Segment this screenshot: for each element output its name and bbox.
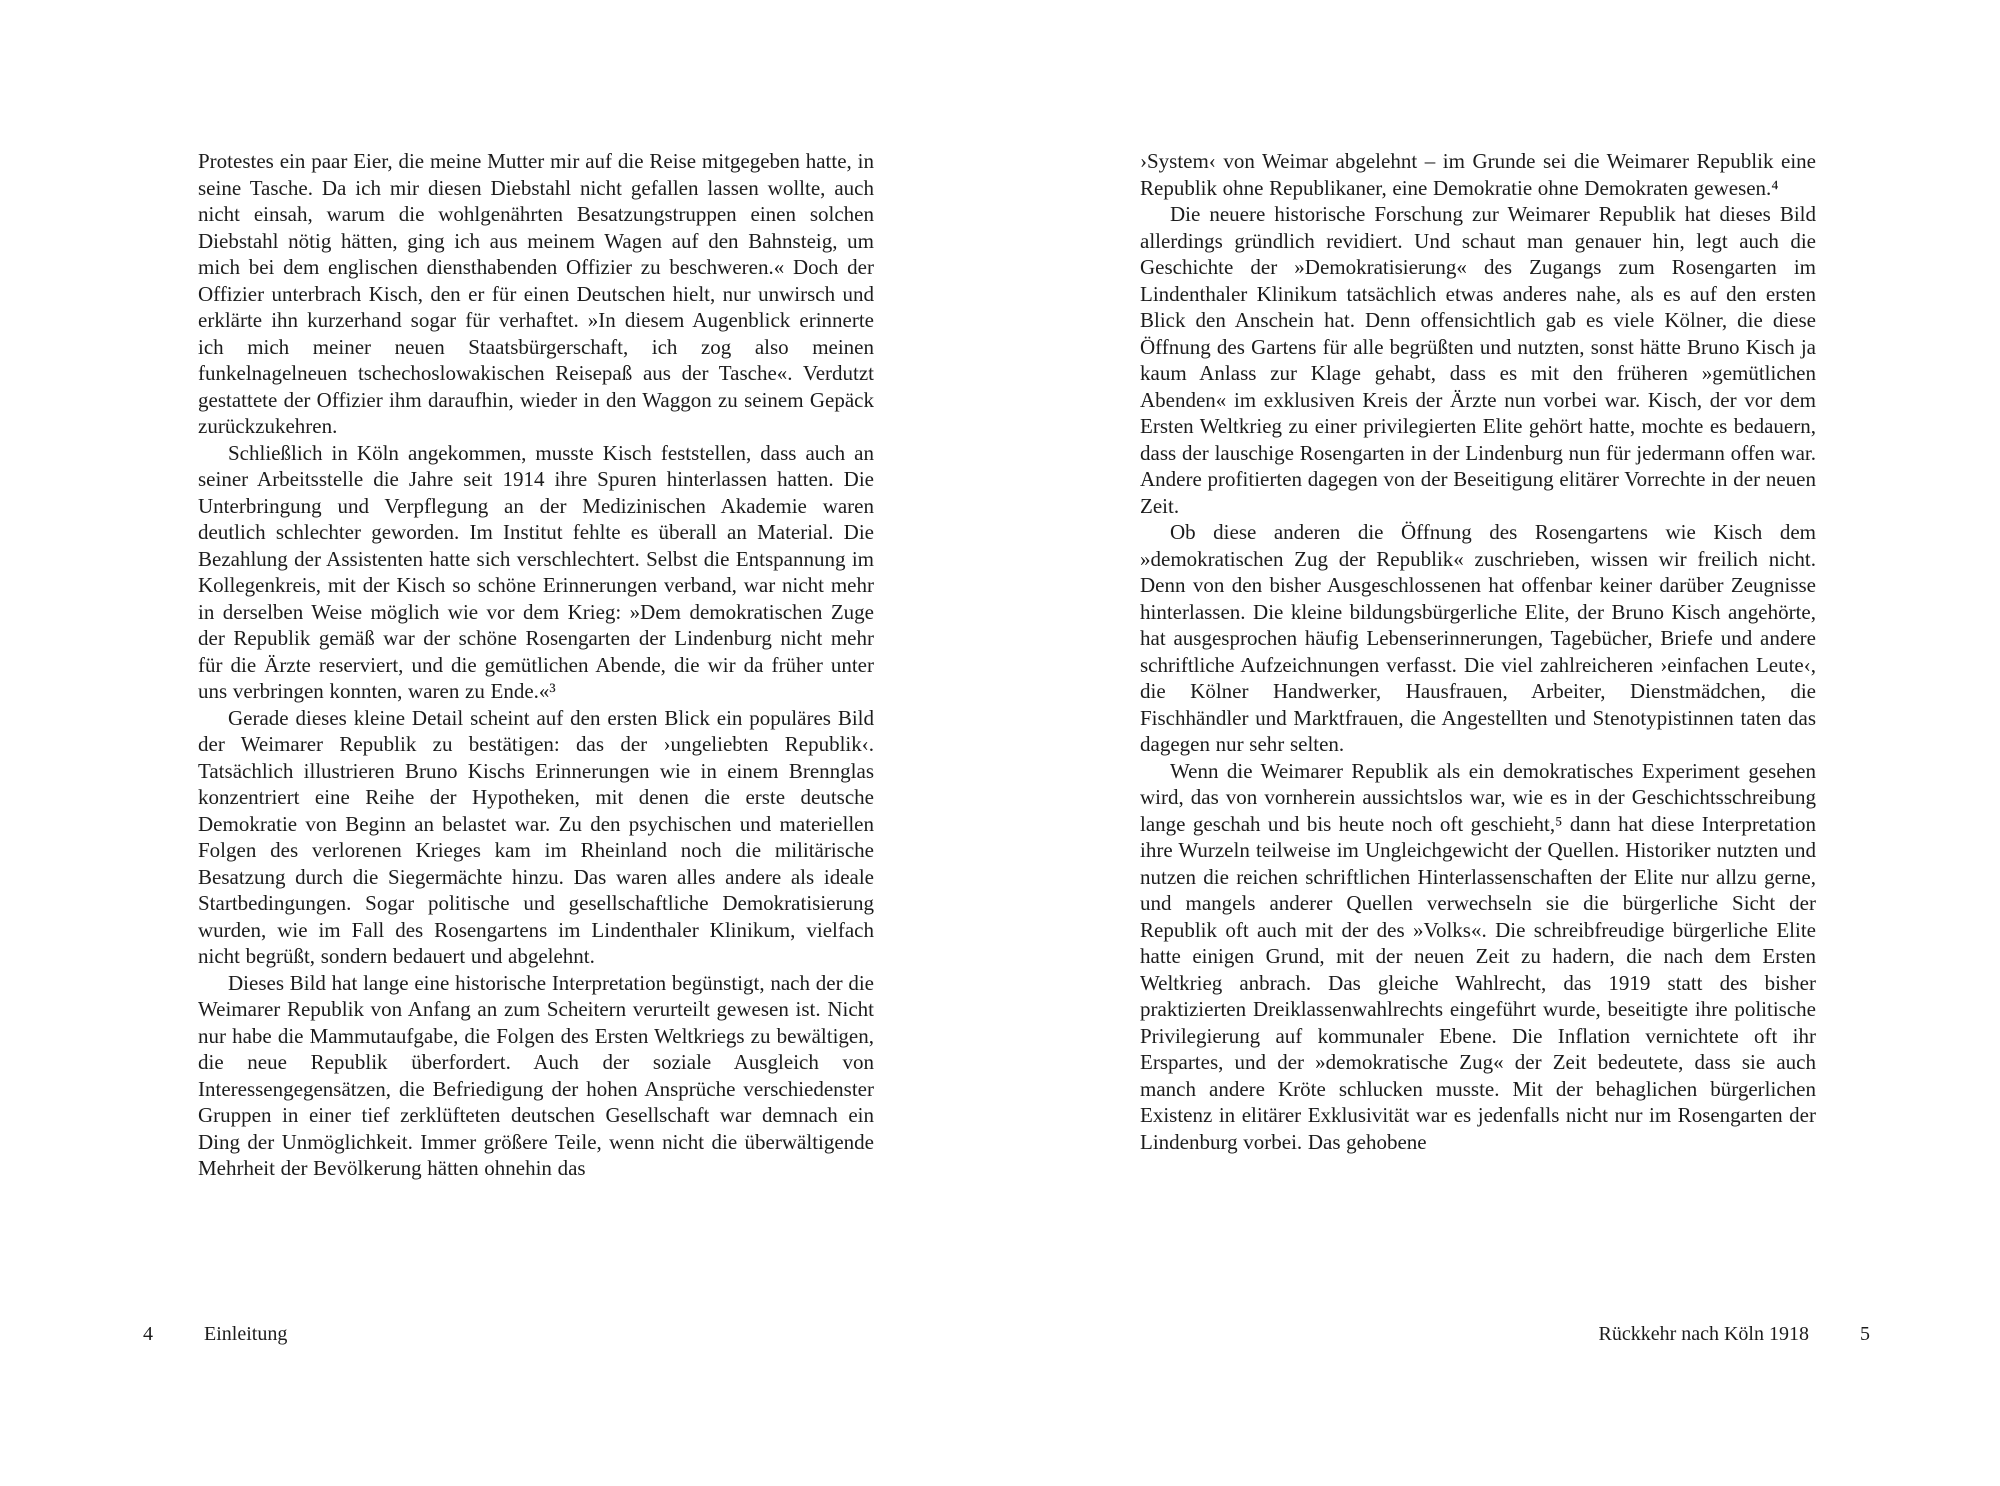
paragraph: Wenn die Weimarer Republik als ein demokratisches Experiment gesehen wird, das von vornherein aussichtslos war, wie es in der Geschichtsschreibung lange geschah und bis heute noch oft geschieht,⁵ dann hat diese Interpretation ihre Wurzeln teilweise im Ungleichgewicht der Quellen. Historiker nutzten und nutzen die reichen schriftlichen Hinterlassenschaften der Elite nur allzu gerne, und mangels anderer Quellen verwechseln sie die bürgerliche Sicht der Republik oft auch mit der des »Volks«. Die schreibfreudige bürgerliche Elite hatte einigen Grund, mit der neuen Zeit zu hadern, die nach dem Ersten Weltkrieg anbrach. Das gleiche Wahlrecht, das 1919 statt des bisher praktizierten Dreiklassenwahlrechts eingeführt wurde, beseitigte ihre politische Privilegierung auf kommunaler Ebene. Die Inflation vernichtete oft ihr Erspartes, und der »demokratische Zug« der Zeit bedeutete, dass sie auch manch andere Kröte schlucken musste. Mit der behaglichen bürgerlichen Existenz in elitärer Exklusivität war es jedenfalls nicht nur im Rosengarten der Lindenburg vorbei. Das gehobene bbox=[1140, 758, 1816, 1154]
page-right-text-block bbox=[1140, 148, 1816, 1155]
paragraph: Dieses Bild hat lange eine historische Interpretation begünstigt, nach der die Weimarer Republik von Anfang an zum Scheitern verurteilt gewesen ist. Nicht nur habe die Mammutaufgabe, die Folgen des Ersten Weltkriegs zu bewältigen, die neue Republik überfordert. Auch der soziale Ausgleich von Interessengegensätzen, die Befriedigung der hohen Ansprüche verschiedenster Gruppen in einer tief zerklüfteten deutschen Gesellschaft war demnach ein Ding der Unmöglichkeit. Immer größere Teile, wenn nicht die überwältigende Mehrheit der Bevölkerung hätten ohnehin das bbox=[198, 970, 874, 1180]
paragraph: Gerade dieses kleine Detail scheint auf den ersten Blick ein populäres Bild der Weimarer Republik zu bestätigen: das der ›ungeliebten Republik‹. Tatsächlich illustrieren Bruno Kischs Erinnerungen wie in einem Brennglas konzentriert eine Reihe der Hypotheken, mit denen die erste deutsche Demokratie von Beginn an belastet war. Zu den psychischen und materiellen Folgen des verlorenen Krieges kam im Rheinland noch die militärische Besatzung durch die Siegermächte hinzu. Das waren alles andere als ideale Startbedingungen. Sogar politische und gesellschaftliche Demokratisierung wurden, wie im Fall des Rosengartens im Lindenthaler Klinikum, vielfach nicht begrüßt, sondern bedauert und abgelehnt. bbox=[198, 705, 874, 968]
page-left-footer bbox=[143, 1322, 874, 1346]
paragraph: ›System‹ von Weimar abgelehnt – im Grunde sei die Weimarer Republik eine Republik ohne Republikaner, eine Demokratie ohne Demokraten gewesen.⁴ bbox=[1140, 149, 1816, 200]
running-header: Einleitung bbox=[204, 1323, 288, 1345]
page-left-text-block bbox=[198, 148, 874, 1182]
page-number: 5 bbox=[1860, 1323, 1870, 1345]
paragraph: Protestes ein paar Eier, die meine Mutter mir auf die Reise mitgegeben hatte, in seine Tasche. Da ich mir diesen Diebstahl nicht gefallen lassen wollte, auch nicht einsah, warum die wohlgenährten Besatzungstruppen einen solchen Diebstahl nötig hätten, ging ich aus meinem Wagen auf den Bahnsteig, um mich bei dem englischen diensthabenden Offizier zu beschweren.« Doch der Offizier unterbrach Kisch, den er für einen Deutschen hielt, nur unwirsch und erklärte ihn kurzerhand sogar für verhaftet. »In diesem Augenblick erinnerte ich mich meiner neuen Staatsbürgerschaft, ich zog also meinen funkelnagelneuen tschechoslowakischen Reisepaß aus der Tasche«. Verdutzt gestattete der Offizier ihm daraufhin, wieder in den Waggon zu seinem Gepäck zurückzukehren. bbox=[198, 149, 874, 438]
page-number: 4 bbox=[143, 1323, 153, 1345]
paragraph: Die neuere historische Forschung zur Weimarer Republik hat dieses Bild allerdings gründlich revidiert. Und schaut man genauer hin, legt auch die Geschichte der »Demokratisierung« des Zugangs zum Rosengarten im Lindenthaler Klinikum tatsächlich etwas anderes nahe, als es auf den ersten Blick den Anschein hat. Denn offensichtlich gab es viele Kölner, die diese Öffnung des Gartens für alle begrüßten und nutzten, sonst hätte Bruno Kisch ja kaum Anlass zur Klage gehabt, dass es mit den früheren »gemütlichen Abenden« im exklusiven Kreis der Ärzte nun vorbei war. Kisch, der vor dem Ersten Weltkrieg zu einer privilegierten Elite gehört hatte, mochte es bedauern, dass der lauschige Rosengarten in der Lindenburg nun für jedermann offen war. Andere profitierten dagegen von der Beseitigung elitärer Vorrechte in der neuen Zeit. bbox=[1140, 202, 1816, 518]
page-right-footer bbox=[1140, 1322, 1870, 1346]
running-header: Rückkehr nach Köln 1918 bbox=[1598, 1323, 1809, 1345]
paragraph: Ob diese anderen die Öffnung des Rosengartens wie Kisch dem »demokratischen Zug der Republik« zuschrieben, wissen wir freilich nicht. Denn von den bisher Ausgeschlossenen hat offenbar keiner darüber Zeugnisse hinterlassen. Die kleine bildungsbürgerliche Elite, der Bruno Kisch angehörte, hat ausgesprochen häufig Lebenserinnerungen, Tagebücher, Briefe und andere schriftliche Aufzeichnungen verfasst. Die viel zahlreicheren ›einfachen Leute‹, die Kölner Handwerker, Hausfrauen, Arbeiter, Dienstmädchen, die Fischhändler und Marktfrauen, die Angestellten und Stenotypistinnen taten das dagegen nur sehr selten. bbox=[1140, 520, 1816, 756]
paragraph: Schließlich in Köln angekommen, musste Kisch feststellen, dass auch an seiner Arbeitsstelle die Jahre seit 1914 ihre Spuren hinterlassen hatten. Die Unterbringung und Verpflegung an der Medizinischen Akademie waren deutlich schlechter geworden. Im Institut fehlte es überall an Material. Die Bezahlung der Assistenten hatte sich verschlechtert. Selbst die Entspannung im Kollegenkreis, mit der Kisch so schöne Erinnerungen verband, war nicht mehr in derselben Weise möglich wie vor dem Krieg: »Dem demokratischen Zuge der Republik gemäß war der schöne Rosengarten der Lindenburg nicht mehr für die Ärzte reserviert, und die gemütlichen Abende, die wir da früher unter uns verbringen konnten, waren zu Ende.«³ bbox=[198, 440, 874, 703]
